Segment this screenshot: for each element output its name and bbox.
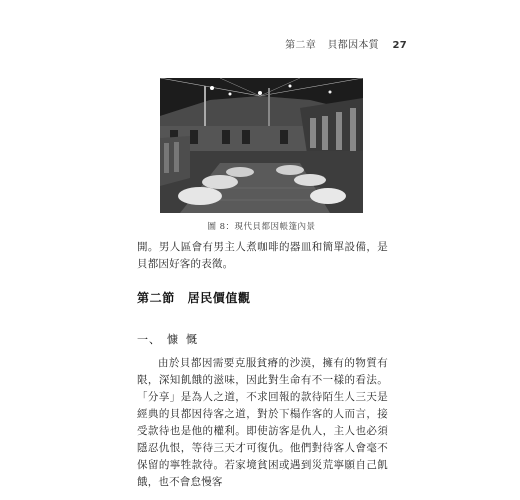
subsection-heading [137, 331, 205, 347]
section-heading [137, 289, 251, 306]
paragraph-continuation: 開。男人區會有男主人煮咖啡的器皿和簡單設備，是貝都因好客的表徵。 [137, 241, 388, 270]
chapter-label: 第二章 [285, 40, 316, 51]
section-number: 第二節 [137, 291, 175, 305]
section-title: 居民價值觀 [187, 291, 251, 305]
book-title: 貝都因本質 [327, 40, 379, 51]
subsection-title: 慷慨 [167, 333, 205, 346]
figure-caption: 圖 8：現代貝都因帳篷內景 [207, 222, 316, 232]
subsection-number: 一、 [137, 333, 161, 346]
running-header [285, 36, 407, 51]
tent-interior-photo [160, 78, 363, 213]
page-number: 27 [392, 40, 407, 51]
paragraph-generosity: 由於貝都因需要克服貧瘠的沙漠，擁有的物質有限，深知飢餓的滋味，因此對生命有不一樣的看法。「分享」是為人之道，不求回報的款待陌生人三天是經典的貝都因待客之道，對於下榻作客的人而言，接受款待也是他的權利。即使訪客是仇人，主人也必須隱忍仇恨，等待三天才可復仇。他們對待客人會毫不保留的寧牲款待。若家境貧困或遇到災荒寧願自己飢餓，也不會怠慢客 [137, 357, 388, 488]
